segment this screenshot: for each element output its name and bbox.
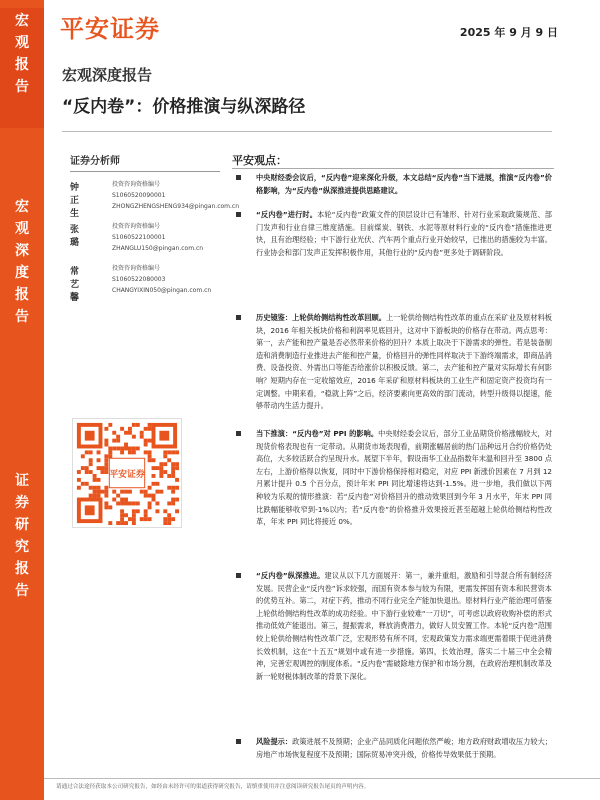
qr-module (144, 427, 148, 431)
qr-module (97, 490, 101, 494)
qr-module (77, 470, 81, 474)
qr-module (104, 454, 108, 458)
sidebar-char: 告 (15, 79, 29, 95)
qr-module (128, 490, 132, 494)
qr-module (171, 466, 175, 470)
analyst-qual: 投资咨询资格编号 (112, 223, 161, 230)
qr-module (104, 501, 108, 505)
qr-module (108, 454, 112, 458)
qr-module (104, 494, 108, 498)
qr-module (120, 427, 124, 431)
qr-module (148, 458, 152, 462)
qr-module (144, 517, 148, 521)
qr-module (108, 423, 112, 427)
qr-code (72, 418, 182, 528)
qr-brand-text: 平安证券 (109, 469, 145, 480)
qr-module (152, 498, 156, 502)
qr-module (120, 490, 124, 494)
bullet-lead: 中央财经委会议后，“反内卷”迎来深化升级，本文总结“反内卷”当下进展，推演“反内卷”价格影响，为“反内卷”纵深推进提供思路建议。 (256, 173, 552, 195)
qr-module (167, 517, 171, 521)
viewpoint-bullet-3 (236, 312, 552, 413)
qr-module (120, 450, 124, 454)
sidebar-char: 观 (15, 35, 29, 51)
qr-module (120, 509, 124, 513)
sidebar-char: 告 (15, 583, 29, 599)
qr-module (128, 446, 132, 450)
sidebar-char: 告 (15, 309, 29, 325)
qr-module (104, 466, 108, 470)
qr-module (171, 486, 175, 490)
qr-module (89, 494, 93, 498)
analyst-name: 常艺馨 (70, 267, 80, 303)
qr-module (175, 478, 179, 482)
qr-module (171, 470, 175, 474)
qr-module (163, 462, 167, 466)
qr-module (163, 450, 167, 454)
qr-module (81, 466, 85, 470)
qr-module (171, 490, 175, 494)
qr-module (140, 431, 144, 435)
viewpoint-bullet-4 (236, 428, 552, 529)
qr-module (97, 466, 101, 470)
sidebar-char: 宏 (15, 13, 29, 29)
qr-module (144, 509, 148, 513)
qr-module (155, 482, 159, 486)
pingan-logo (60, 10, 160, 42)
qr-module (152, 482, 156, 486)
qr-module (89, 462, 93, 466)
qr-module (175, 498, 179, 502)
bullet-lead: 当下推演：“反内卷”对 PPI 的影响。 (256, 429, 379, 438)
qr-module (140, 435, 144, 439)
sidebar-char: 度 (15, 265, 29, 281)
qr-module (120, 513, 124, 517)
bullet-marker (236, 573, 241, 578)
viewpoint-bullet-1 (236, 172, 552, 197)
analyst-code: S1060522100001 (112, 234, 166, 241)
qr-module (124, 521, 128, 525)
qr-module (175, 486, 179, 490)
qr-module (124, 446, 128, 450)
qr-module (77, 486, 81, 490)
qr-module (163, 521, 167, 525)
qr-module (85, 466, 89, 470)
qr-module (148, 501, 152, 505)
viewpoint-bullet-5 (236, 570, 552, 683)
footer-disclaimer: 请通过合法途径获取本公司研究报告，如经由未经许可的渠道获得研究报告，请慎重使用并注意阅读研究报告尾页的声明内容。 (56, 784, 370, 790)
qr-module (144, 494, 148, 498)
qr-module (108, 446, 112, 450)
qr-module (132, 509, 136, 513)
qr-module (89, 450, 93, 454)
qr-module (152, 466, 156, 470)
qr-module (100, 490, 104, 494)
qr-module (144, 513, 148, 517)
qr-module (148, 494, 152, 498)
report-type: 宏观深度报告 (62, 66, 153, 84)
sidebar-char: 研 (15, 517, 29, 533)
qr-module (163, 470, 167, 474)
qr-module (112, 498, 116, 502)
sidebar-label-middle (0, 196, 44, 328)
qr-module (104, 505, 108, 509)
viewpoints-divider (232, 168, 554, 169)
qr-module (148, 427, 152, 431)
bullet-body: 政策进展不及预期；企业产品同质化问题依然严峻；地方政府财政增收压力较大；房地产市场恢复程度不及预期；国际贸易冲突升级，价格传导效果低于预期。 (256, 737, 552, 759)
qr-module (167, 501, 171, 505)
footer-divider (44, 778, 600, 779)
qr-module (132, 450, 136, 454)
qr-module (104, 470, 108, 474)
sidebar-char: 究 (15, 539, 29, 555)
qr-module (171, 474, 175, 478)
qr-module (108, 505, 112, 509)
qr-module (152, 474, 156, 478)
qr-module (116, 521, 120, 525)
qr-module (136, 446, 140, 450)
qr-module (175, 462, 179, 466)
analyst-qual: 投资咨询资格编号 (112, 265, 161, 272)
qr-module (81, 454, 85, 458)
sidebar-label-bottom (0, 470, 44, 602)
report-date: 2025 年 9 月 9 日 (459, 26, 558, 39)
qr-module (148, 486, 152, 490)
bullet-marker (236, 212, 241, 217)
bullet-lead: “反内卷”纵深推进。 (256, 571, 325, 580)
sidebar-char: 报 (15, 57, 29, 73)
qr-module (124, 498, 128, 502)
qr-module (136, 501, 140, 505)
qr-module (175, 509, 179, 513)
qr-module (132, 517, 136, 521)
qr-module (175, 450, 179, 454)
qr-module (104, 443, 108, 447)
qr-module (93, 474, 97, 478)
sidebar-label-top (0, 8, 44, 128)
qr-module (97, 478, 101, 482)
qr-module (128, 517, 132, 521)
qr-module (128, 501, 132, 505)
qr-module (140, 517, 144, 521)
qr-module (152, 494, 156, 498)
qr-module (175, 466, 179, 470)
qr-module (132, 521, 136, 525)
report-title: “反内卷”：价格推演与纵深路径 (62, 97, 306, 117)
analyst-name: 张璐 (70, 225, 80, 248)
qr-module (116, 501, 120, 505)
title-divider (62, 131, 552, 132)
qr-module (167, 458, 171, 462)
analyst-email: CHANGYIXIN050@pingan.com.cn (112, 287, 212, 294)
qr-module (89, 470, 93, 474)
qr-module (148, 423, 152, 427)
qr-module (128, 450, 132, 454)
analyst-name: 钟正生 (70, 183, 80, 219)
qr-module (155, 509, 159, 513)
analyst-qual: 投资咨询资格编号 (112, 181, 161, 188)
qr-module (132, 446, 136, 450)
sidebar-char: 深 (15, 243, 29, 259)
qr-module (167, 450, 171, 454)
qr-module (148, 450, 152, 454)
qr-module (120, 521, 124, 525)
bullet-marker (236, 431, 241, 436)
qr-module (144, 450, 148, 454)
qr-module (85, 470, 89, 474)
bullet-body: 上一轮供给侧结构性改革的重点在采矿业及原材料板块，2016 年相关板块价格和利润率见底回升，这对中下游板块的价格存在带动。两点思考：第一，去产能和控产量是否必然带来价格的回升？本质上取决于下游需求的弹性。若是装备制造和消费制造行业推进去产能和控产量，价格回升的弹性同样取决于下游终端需求，即商品消费、设备投资、外需出口等能否给涨价以积极反馈。第二，去产能和控产量对实际增长有何影响？短期内存在一定收缩效应，2016 年采矿和原材料板块的工业生产和固定资产投资均有一定调整。中期来看，“稳就上阵”之后，经济要素向更高效的部门流动，转型升级得以提速，能够带动内生活力提升。 (256, 313, 552, 411)
qr-module (155, 466, 159, 470)
qr-module (124, 501, 128, 505)
qr-module (100, 466, 104, 470)
sidebar-char: 报 (15, 561, 29, 577)
qr-module (85, 450, 89, 454)
viewpoint-bullet-6 (236, 736, 552, 761)
sidebar-char: 券 (15, 495, 29, 511)
qr-module (124, 490, 128, 494)
bullet-body: 中央财经委会议后，部分工业品期货价格涨幅较大，对现货价格表现也有一定带动。从期货市场表现看，前期涨幅居前的热门品种远月合约价格仍处高位，大多较活跃合约呈现升水。展望下半年，假设南华工业品指数年末温和回升至 3800 点左右，上游价格得以恢复，同时中下游价格保持相对稳定，对应 PPI 新涨价因素在 7 月到 12 月累计提升 0.5 个百分点，预计年末 PPI 同比增速将达到-1.5%。进一步地，我们做以下两种较为乐观的情形推演：若“反内卷”对价格回升的推动效果回到今年 3 月水平，年末 PPI 同比跌幅能够收窄到-1%以内；若“反内卷”的价格推升效果接近甚至超越上轮供给侧结构性改革，年末 PPI 同比将接近 0%。 (256, 429, 552, 527)
qr-module (97, 494, 101, 498)
qr-module (97, 450, 101, 454)
qr-module (159, 474, 163, 478)
bullet-marker (236, 739, 241, 744)
bullet-lead: 历史镜鉴：上轮供给侧结构性改革回顾。 (256, 313, 386, 322)
qr-module (108, 450, 112, 454)
qr-module (112, 439, 116, 443)
qr-module (159, 462, 163, 466)
qr-module (112, 490, 116, 494)
qr-module (159, 470, 163, 474)
qr-module (136, 423, 140, 427)
qr-module (148, 439, 152, 443)
qr-module (116, 439, 120, 443)
qr-module (148, 454, 152, 458)
viewpoint-bullet-2 (236, 209, 552, 259)
qr-module (171, 501, 175, 505)
qr-module (116, 494, 120, 498)
analyst-code: S1060520090001 (112, 192, 166, 199)
qr-module (155, 501, 159, 505)
bullet-lead: 风险提示： (256, 737, 293, 746)
qr-module (171, 517, 175, 521)
qr-module (108, 521, 112, 525)
qr-module (104, 486, 108, 490)
qr-module (81, 482, 85, 486)
sidebar (0, 0, 44, 800)
qr-module (93, 490, 97, 494)
bullet-lead: “反内卷”进行时。 (256, 210, 318, 219)
qr-module (97, 458, 101, 462)
qr-module (120, 517, 124, 521)
analyst-email: ZHONGZHENGSHENG934@pingan.com.cn (112, 203, 240, 210)
qr-module (85, 482, 89, 486)
qr-module (155, 490, 159, 494)
qr-module (124, 513, 128, 517)
qr-module (163, 509, 167, 513)
qr-module (93, 478, 97, 482)
qr-module (132, 513, 136, 517)
qr-module (167, 486, 171, 490)
qr-module (124, 431, 128, 435)
qr-module (167, 513, 171, 517)
sidebar-char: 报 (15, 287, 29, 303)
qr-module (144, 439, 148, 443)
qr-module (104, 439, 108, 443)
qr-module (120, 501, 124, 505)
qr-module (148, 505, 152, 509)
qr-module (171, 450, 175, 454)
qr-module (144, 443, 148, 447)
qr-module (163, 454, 167, 458)
analyst-code: S1060522080003 (112, 276, 166, 283)
qr-module (77, 478, 81, 482)
qr-module (167, 474, 171, 478)
qr-module (128, 427, 132, 431)
qr-module (104, 427, 108, 431)
bullet-body: 本轮“反内卷”政策文件的顶层设计已有雏形、针对行业采取政策规范、部门发声和行业自律三维度措施。目前煤炭、钢铁、水泥等原材料行业的“反内卷”措施推进更快，且有治理经验；中下游行业光伏、汽车两个重点行业开始较早，已推出的措施较为丰富。行业协会和部门发声正发挥积极作用，其他行业的“反内卷”更多处于调研阶段。 (256, 210, 552, 257)
qr-module (132, 423, 136, 427)
qr-module (100, 470, 104, 474)
sidebar-char: 证 (15, 473, 29, 489)
qr-module (132, 435, 136, 439)
qr-module (124, 443, 128, 447)
qr-module (89, 458, 93, 462)
qr-module (112, 446, 116, 450)
qr-module (89, 486, 93, 490)
qr-module (104, 462, 108, 466)
sidebar-char: 观 (15, 221, 29, 237)
qr-module (159, 466, 163, 470)
logo-text: 平安证券 (60, 13, 160, 43)
qr-module (128, 431, 132, 435)
qr-module (163, 517, 167, 521)
qr-module (112, 431, 116, 435)
sidebar-char: 宏 (15, 199, 29, 215)
bullet-marker (236, 315, 241, 320)
qr-module (120, 446, 124, 450)
qr-module (93, 486, 97, 490)
qr-module (136, 509, 140, 513)
qr-module (132, 501, 136, 505)
qr-module (140, 490, 144, 494)
qr-module (93, 494, 97, 498)
bullet-body: 建议从以下几方面展开：第一，兼并重组，激励和引导混合所有制经济发展。民营企业“反内卷”诉求较强，而国有资本参与较为有限，更需发挥国有资本和民营资本的优势互补。第二，对症下药，推动不同行业完全产能加快退出。原材料行业产能治理可借鉴上轮供给侧结构性改革的成功经验。中下游行业较难“一刀切”，可考虑以政府收购补偿的形式推动低效产能退出。第三，提振需求，释放消费潜力，做好人员安置工作。本轮“反内卷”范围较上轮供给侧结构性改革广泛，宏观形势有所不同，宏观政策发力需求端更需着眼于促进消费长效机制，这在“十五五”规划中或有进一步措施。第四，长效治理，落实二十届三中全会精神，完善宏观调控的制度体系。“反内卷”需破除地方保护和市场分割，在政府治理机制改革及新一轮财税体制改革的背景下深化。 (256, 571, 552, 681)
qr-module (144, 490, 148, 494)
analyst-email: ZHANGLU150@pingan.com.cn (112, 245, 204, 252)
qr-module (171, 498, 175, 502)
qr-module (104, 490, 108, 494)
qr-code-graphic (73, 419, 181, 527)
bullet-marker (236, 175, 241, 180)
qr-module (116, 435, 120, 439)
qr-module (116, 446, 120, 450)
qr-module (167, 521, 171, 525)
analyst-heading: 证券分析师 (70, 152, 220, 172)
viewpoints-heading: 平安观点： (232, 154, 287, 167)
qr-module (171, 462, 175, 466)
qr-module (148, 517, 152, 521)
qr-module (159, 490, 163, 494)
qr-module (120, 498, 124, 502)
qr-module (104, 458, 108, 462)
qr-module (152, 458, 156, 462)
qr-module (97, 486, 101, 490)
